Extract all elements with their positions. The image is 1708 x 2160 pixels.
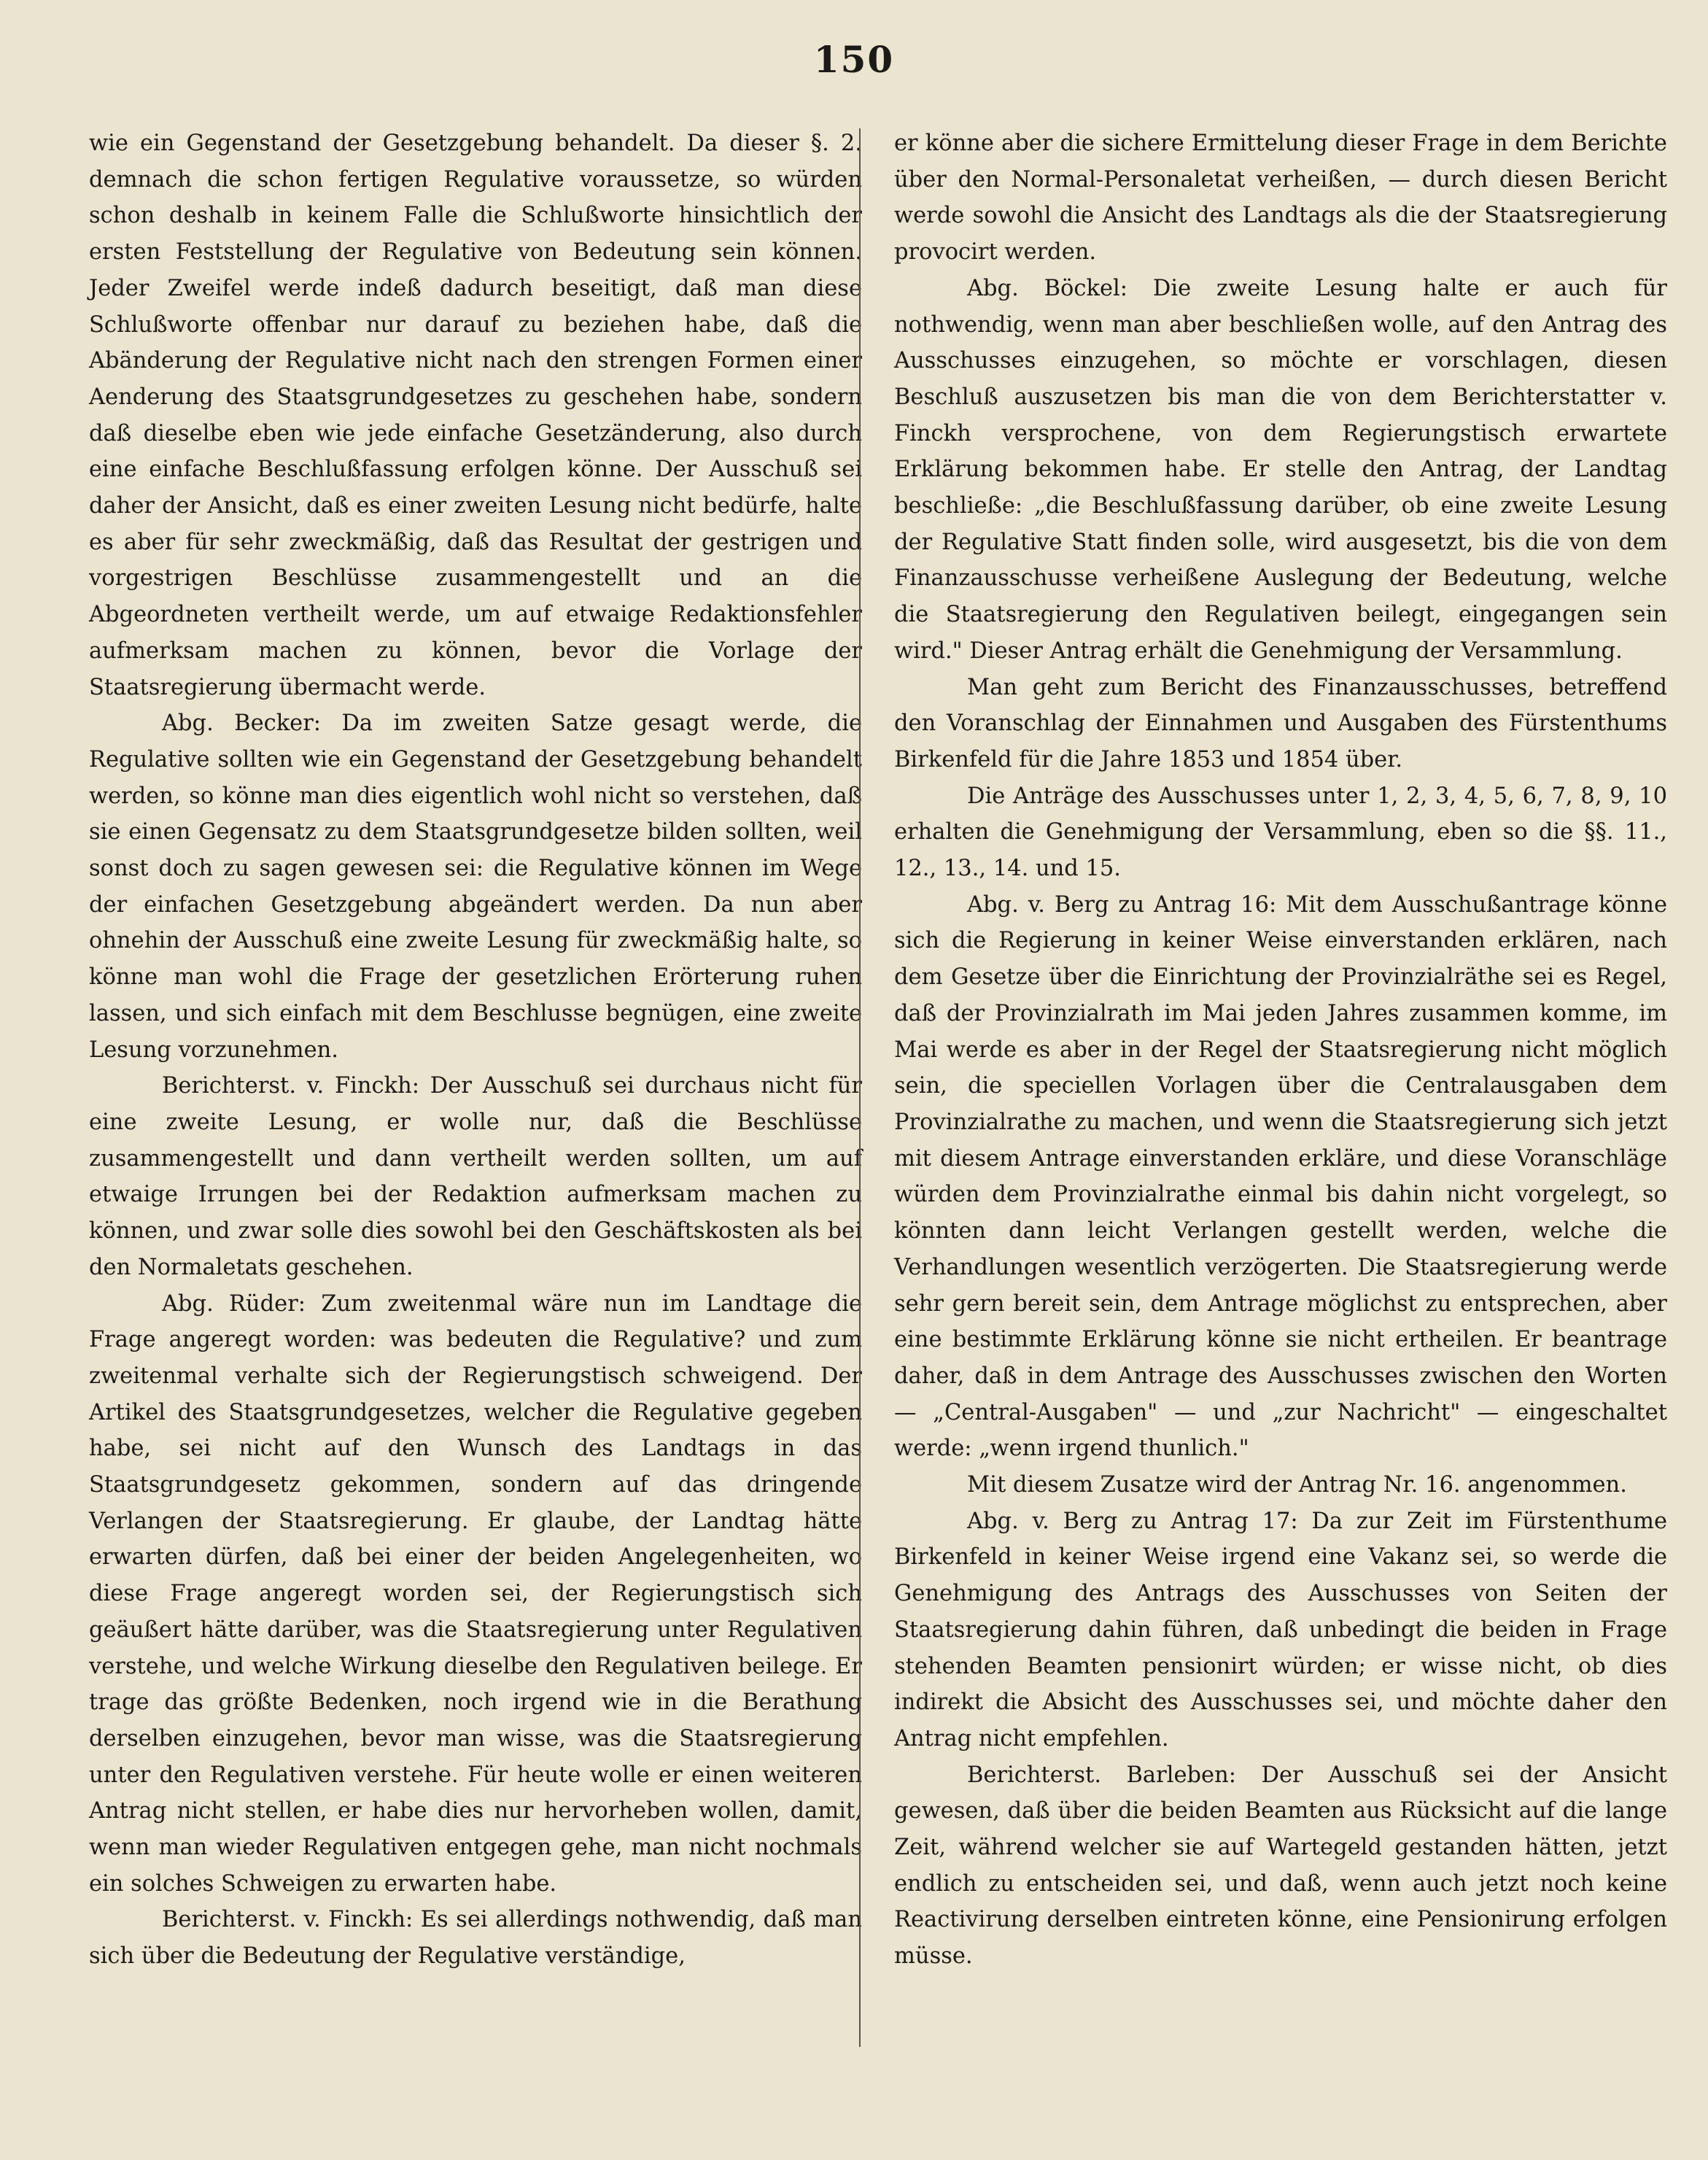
left-column: [89, 125, 862, 1975]
paragraph: Abg. v. Berg zu Antrag 17: Da zur Zeit im Fürstenthume Birkenfeld in keiner Weise irgend eine Vakanz sei, so werde die Genehmigung des Antrags des Ausschusses von Seiten der Staatsregierung dahin führen, daß unbedingt die beiden in Frage stehenden Beamten pensionirt würden; er wisse nicht, ob dies indirekt die Absicht des Ausschusses sei, und möchte daher den Antrag nicht empfehlen.: [894, 1508, 1667, 1751]
paragraph: Berichterst. Barleben: Der Ausschuß sei der Ansicht gewesen, daß über die beiden Beamten aus Rücksicht auf die lange Zeit, während welcher sie auf Wartegeld gestanden hätten, jetzt endlich zu entscheiden sei, und daß, wenn auch jetzt noch keine Reactivirung derselben eintreten könne, eine Pensionirung erfolgen müsse.: [894, 1762, 1667, 1970]
paragraph: Mit diesem Zusatze wird der Antrag Nr. 16. angenommen.: [967, 1472, 1627, 1498]
paragraph: Abg. Böckel: Die zweite Lesung halte er auch für nothwendig, wenn man aber beschließen wolle, auf den Antrag des Ausschusses einzugehen, so möchte er vorschlagen, diesen Beschluß auszusetzen bis man die von dem Berichterstatter v. Finckh versprochene, von dem Regierungstisch erwartete Erklärung bekommen habe. Er stelle den Antrag, der Landtag beschließe: „die Beschlußfassung darüber, ob eine zweite Lesung der Regulative Statt finden solle, wird ausgesetzt, bis die von dem Finanzausschusse verheißene Auslegung der Bedeutung, welche die Staatsregierung den Regulativen beilegt, eingegangen sein wird." Dieser Antrag erhält die Genehmigung der Versammlung.: [894, 275, 1667, 664]
paragraph: Berichterst. v. Finckh: Der Ausschuß sei durchaus nicht für eine zweite Lesung, er wolle nur, daß die Beschlüsse zusammengestellt und dann vertheilt werden sollten, um auf etwaige Irrungen bei der Redaktion aufmerksam machen zu können, und zwar solle dies sowohl bei den Geschäftskosten als bei den Normaletats geschehen.: [89, 1073, 862, 1280]
paragraph: Man geht zum Bericht des Finanzausschusses, betreffend den Voranschlag der Einnahmen und Ausgaben des Fürstenthums Birkenfeld für die Jahre 1853 und 1854 über.: [894, 674, 1667, 773]
column-divider: [859, 128, 861, 2047]
paragraph: Abg. Rüder: Zum zweitenmal wäre nun im Landtage die Frage angeregt worden: was bedeuten die Regulative? und zum zweitenmal verhalte sich der Regierungstisch schweigend. Der Artikel des Staatsgrundgesetzes, welcher die Regulative gegeben habe, sei nicht auf den Wunsch des Landtags in das Staatsgrundgesetz gekommen, sondern auf das dringende Verlangen der Staatsregierung. Er glaube, der Landtag hätte erwarten dürfen, daß bei einer der beiden Angelegenheiten, wo diese Frage angeregt worden sei, der Regierungstisch sich geäußert hätte darüber, was die Staatsregierung unter Regulativen verstehe, und welche Wirkung dieselbe den Regulativen beilege. Er trage das größte Bedenken, noch irgend wie in die Berathung derselben einzugehen, bevor man wisse, was die Staatsregierung unter den Regulativen verstehe. Für heute wolle er einen weiteren Antrag nicht stellen, er habe dies nur hervorheben wollen, damit, wenn man wieder Regulativen entgegen gehe, man nicht nochmals ein solches Schweigen zu erwarten habe.: [89, 1290, 862, 1897]
paragraph: Abg. Becker: Da im zweiten Satze gesagt werde, die Regulative sollten wie ein Gegenstand der Gesetzgebung behandelt werden, so könne man dies eigentlich wohl nicht so verstehen, daß sie einen Gegensatz zu dem Staatsgrundgesetze bilden sollten, weil sonst doch zu sagen gewesen sei: die Regulative können im Wege der einfachen Gesetzgebung abgeändert werden. Da nun aber ohnehin der Ausschuß eine zweite Lesung für zweckmäßig halte, so könne man wohl die Frage der gesetzlichen Erörterung ruhen lassen, und sich einfach mit dem Beschlusse begnügen, eine zweite Lesung vorzunehmen.: [89, 711, 862, 1063]
paragraph: wie ein Gegenstand der Gesetzgebung behandelt. Da dieser §. 2. demnach die schon fertigen Regulative voraussetze, so würden schon deshalb in keinem Falle die Schlußworte hinsichtlich der ersten Feststellung der Regulative von Bedeutung sein können. Jeder Zweifel werde indeß dadurch beseitigt, daß man diese Schlußworte offenbar nur darauf zu beziehen habe, daß die Abänderung der Regulative nicht nach den strengen Formen einer Aenderung des Staatsgrundgesetzes zu geschehen habe, sondern daß dieselbe eben wie jede einfache Gesetzänderung, also durch eine einfache Beschlußfassung erfolgen könne. Der Ausschuß sei daher der Ansicht, daß es einer zweiten Lesung nicht bedürfe, halte es aber für sehr zweckmäßig, daß das Resultat der gestrigen und vorgestrigen Beschlüsse zusammengestellt und an die Abgeordneten vertheilt werde, um auf etwaige Redaktionsfehler aufmerksam machen zu können, bevor die Vorlage der Staatsregierung übermacht werde.: [89, 131, 862, 700]
page-number: 150: [813, 38, 895, 81]
paragraph: Die Anträge des Ausschusses unter 1, 2, 3, 4, 5, 6, 7, 8, 9, 10 erhalten die Genehmigung der Versammlung, eben so die §§. 11., 12., 13., 14. und 15.: [894, 783, 1667, 882]
paragraph: Abg. v. Berg zu Antrag 16: Mit dem Ausschußantrage könne sich die Regierung in keiner Weise einverstanden erklären, nach dem Gesetze über die Einrichtung der Provinzialräthe sei es Regel, daß der Provinzialrath im Mai jeden Jahres zusammen komme, im Mai werde es aber in der Regel der Staatsregierung nicht möglich sein, die speciellen Vorlagen über die Centralausgaben dem Provinzialrathe zu machen, und wenn die Staatsregierung sich jetzt mit diesem Antrage einverstanden erkläre, und diese Voranschläge würden dem Provinzialrathe einmal bis dahin nicht vorgelegt, so könnten dann leicht Verlangen gestellt werden, welche die Verhandlungen wesentlich verzögerten. Die Staatsregierung werde sehr gern bereit sein, dem Antrage möglichst zu entsprechen, aber eine bestimmte Erklärung könne sie nicht ertheilen. Er beantrage daher, daß in dem Antrage des Ausschusses zwischen den Worten — „Central-Ausgaben" — und „zur Nachricht" — eingeschaltet werde: „wenn irgend thunlich.": [894, 891, 1667, 1462]
paragraph: Berichterst. v. Finckh: Es sei allerdings nothwendig, daß man sich über die Bedeutung der Regulative verständige,: [89, 1907, 862, 1970]
paragraph: er könne aber die sichere Ermittelung dieser Frage in dem Berichte über den Normal-Personaletat verheißen, — durch diesen Bericht werde sowohl die Ansicht des Landtags als die der Staatsregierung provocirt werden.: [894, 131, 1667, 266]
right-column: [894, 125, 1667, 1975]
